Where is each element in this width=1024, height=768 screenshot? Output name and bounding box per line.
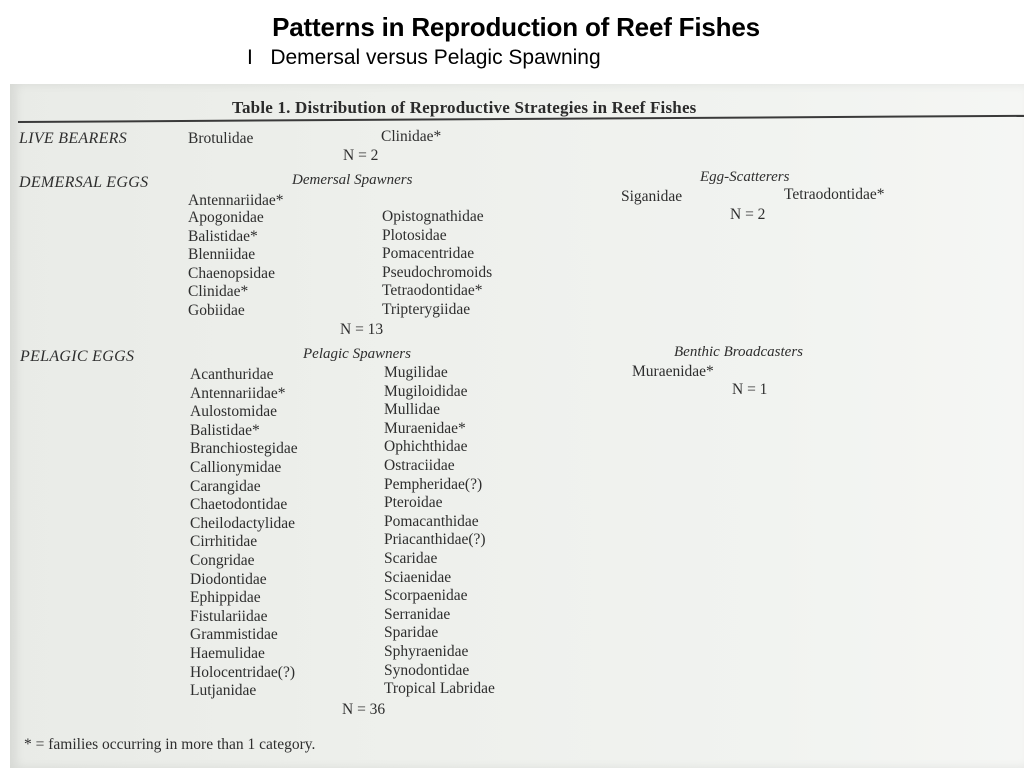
family-name: Sciaenidae xyxy=(384,568,452,586)
family-name: Pomacentridae xyxy=(382,245,475,263)
egg-scatterers-count: N = 2 xyxy=(730,206,766,223)
family-name: Scorpaenidae xyxy=(384,587,468,605)
family-name: Blenniidae xyxy=(188,246,256,264)
family-name: Congridae xyxy=(190,551,255,569)
family-name: Aulostomidae xyxy=(190,403,277,421)
category-demersal-eggs: DEMERSAL EGGS xyxy=(19,174,149,191)
family-name: Apogonidae xyxy=(188,209,264,226)
table-title: Table 1. Distribution of Reproductive Strategies in Reef Fishes xyxy=(232,98,697,117)
demersal-col1 xyxy=(188,209,275,321)
family-name: Haemulidae xyxy=(190,644,265,662)
family-name: Gobiidae xyxy=(188,301,245,319)
slide-title: Patterns in Reproduction of Reef Fishes xyxy=(272,12,760,42)
family-name: Cheilodactylidae xyxy=(190,514,296,532)
broadcaster-item: Muraenidae* xyxy=(632,363,714,380)
footnote: * = families occurring in more than 1 category. xyxy=(24,736,316,753)
family-name: Pempheridae(?) xyxy=(384,475,483,493)
egg-scatterers-heading: Egg-Scatterers xyxy=(700,169,790,185)
family-name: Ostraciidae xyxy=(384,456,455,474)
family-name: Antennariidae* xyxy=(190,384,286,402)
family-name: Plotosidae xyxy=(382,226,447,244)
family-name: Callionymidae xyxy=(190,458,282,476)
family-name: Priacanthidae(?) xyxy=(384,531,486,549)
demersal-spawners-heading: Demersal Spawners xyxy=(292,172,413,188)
family-name: Ephippidae xyxy=(190,589,261,607)
family-name: Pomacanthidae xyxy=(384,512,479,530)
family-name: Pseudochromoids xyxy=(382,263,493,281)
family-name: Mugiloididae xyxy=(384,382,468,400)
family-name: Tripterygiidae xyxy=(382,300,471,318)
category-pelagic-eggs: PELAGIC EGGS xyxy=(20,348,135,365)
family-name: Synodontidae xyxy=(384,661,470,679)
family-name: Grammistidae xyxy=(190,626,278,644)
scatterer-item: Siganidae xyxy=(621,188,683,205)
pelagic-col2 xyxy=(384,364,495,699)
pelagic-spawners-heading: Pelagic Spawners xyxy=(303,346,411,362)
pelagic-count: N = 36 xyxy=(342,701,386,718)
family-name: Fistulariidae xyxy=(190,607,268,625)
family-name: Branchiostegidae xyxy=(190,440,298,458)
family-name: Holocentridae(?) xyxy=(190,663,295,681)
family-name: Balistidae* xyxy=(188,227,258,245)
family-name: Carangidae xyxy=(190,477,261,495)
family-name: Opistognathidae xyxy=(382,208,484,225)
demersal-count: N = 13 xyxy=(340,321,384,338)
benthic-broadcasters-count: N = 1 xyxy=(732,381,768,398)
family-name: Serranidae xyxy=(384,605,451,623)
family-name: Chaetodontidae xyxy=(190,496,288,514)
family-name: Lutjanidae xyxy=(190,682,257,700)
family-name: Tropical Labridae xyxy=(384,680,495,698)
demersal-col2 xyxy=(382,208,492,320)
family-name: Tetraodontidae* xyxy=(382,282,483,300)
family-name: Mugilidae xyxy=(384,364,448,381)
family-name: Balistidae* xyxy=(190,421,260,439)
category-live-bearers: LIVE BEARERS xyxy=(19,130,128,147)
scatterer-item: Tetraodontidae* xyxy=(784,186,885,203)
family-name: Clinidae* xyxy=(188,283,249,301)
pelagic-col1 xyxy=(190,366,298,701)
family-name: Muraenidae* xyxy=(384,419,466,437)
slide-subtitle: I Demersal versus Pelagic Spawning xyxy=(247,46,601,69)
benthic-broadcasters-heading: Benthic Broadcasters xyxy=(674,344,804,360)
family-name: Diodontidae xyxy=(190,570,267,588)
family-name: Pteroidae xyxy=(384,494,443,512)
live-bearers-count: N = 2 xyxy=(343,147,379,164)
family-name: Sparidae xyxy=(384,624,439,642)
family-name: Sphyraenidae xyxy=(384,642,469,660)
family-name: Mullidae xyxy=(384,401,440,419)
demersal-first-item: Antennariidae* xyxy=(188,192,284,209)
family-name: Cirrhitidae xyxy=(190,533,258,551)
live-bearer-item: Brotulidae xyxy=(188,130,254,147)
family-name: Acanthuridae xyxy=(190,366,274,383)
live-bearer-item: Clinidae* xyxy=(381,128,442,145)
family-name: Chaenopsidae xyxy=(188,264,275,282)
family-name: Ophichthidae xyxy=(384,438,468,456)
family-name: Scaridae xyxy=(384,549,438,567)
